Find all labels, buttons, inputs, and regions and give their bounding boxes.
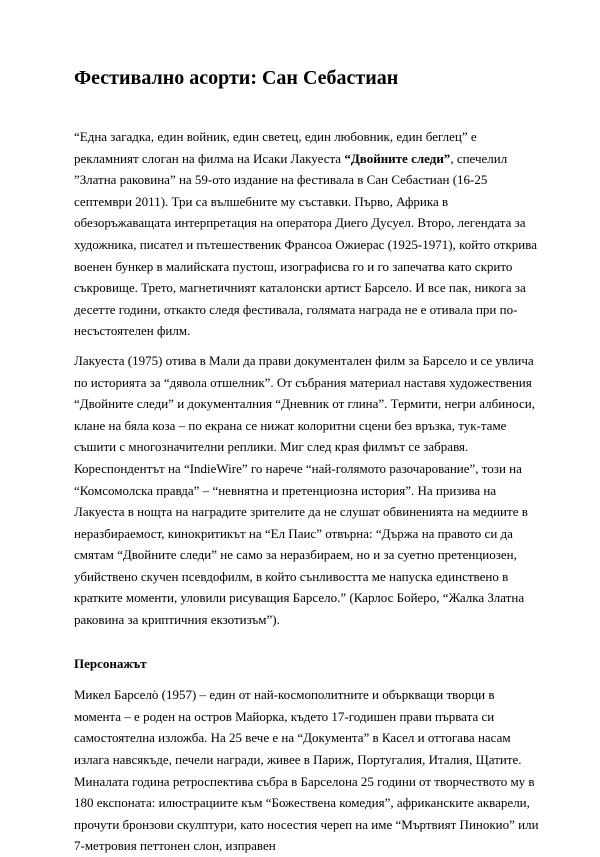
article <box>74 66 540 857</box>
paragraph-lacuesta: Лакуеста (1975) отива в Мали да прави документален филм за Барсело и се увлича по историята за “дявола отшелник”. От събрания материал наставя художествения “Двойните следи” и документалния “Дневник от глина”. Термити, негри албиноси, клане на бяла коза – по екрана се нижат колоритни сцени без връзка, тук-таме съшити с многозначителни реплики. Миг след края филмът се забравя. Кореспондентът на “IndieWire” го нарече “най-голямото разочарование”, този на “Комсомолска правда” – “невнятна и претенциозна история”. На призива на Лакуеста в нощта на наградите зрителите да не слушат обвиненията на медиите в неразбираемост, кинокритикът на “Ел Паис” отвърна: “Държа на правото си да смятам “Двойните следи” не само за неразбираем, но и за суетно претенциозен, убийствено скучен псевдофилм, в който сънливостта ме напуска единствено в кратките моменти, уловили рисуващия Барсело.” (Карлос Бойеро, “Жалка Златна раковина за криптичния екзотизъм”). <box>74 352 535 628</box>
paragraph-intro <box>74 126 540 342</box>
paragraph-intro-text-start: “Една загадка, един войник, един светец, един любовник, един беглец” е рекламният слоган на филма на Исаки Лакуеста <box>74 129 477 166</box>
section-heading-character: Персонажът <box>74 655 147 671</box>
paragraph-intro-text-end: , спечелил ”Златна раковина” на 59-ото издание на фестивала в Сан Себастиан (16-25 септември 2011). Три са вълшебните му съставки. Първо, Африка в обезоръжаващата интерпретация на оператора Диего Дусуел. Второ, легендата за художника, писател и пътешественик Франсоа Ожиерас (1925-1971), който открива военен бункер в малийската пустош, изографисва го и го запечатва като скрито съкровище. Трето, магнетичният каталонски артист Барсело. И все пак, никога за десетте години, откакто следя фестивала, голямата награда не е отивала при по-несъстоятелен филм. <box>74 150 537 339</box>
film-title-bold: “Двойните следи” <box>344 150 451 166</box>
paragraph-barcelo: Микел Барселò (1957) – един от най-космополитните и объркващи творци в момента – е роден на остров Майорка, където 17-годишен прави първата си самостоятелна изложба. На 25 вече е на “Документа” в Касел и оттогава насам излага навсякъде, печели награди, живее в Париж, Португалия, Италия, Щатите. Миналата година ретроспектива събра в Барселона 25 години от творчеството му в 180 експоната: илюстрациите към “Божествена комедия”, африканските акварели, прочути бронзови скулптури, като носестия череп на име “Мъртвият Пинокио” или 7-метровия петтонен слон, изправен <box>74 687 539 854</box>
article-title: Фестивално асорти: Сан Себастиан <box>74 67 399 89</box>
